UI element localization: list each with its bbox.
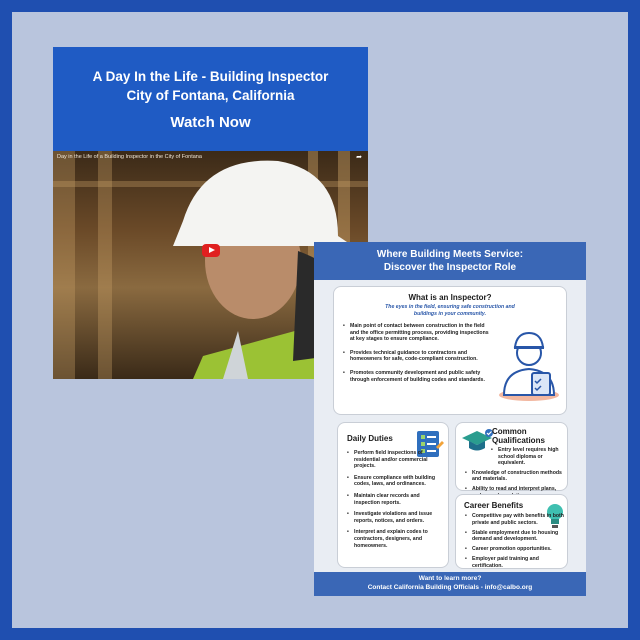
- list-item: • Entry level requires high school diploma or equivalent.: [490, 447, 566, 467]
- career-benefits-panel: [455, 494, 568, 569]
- list-item: • Main point of contact between construction in the field and the office permitting process, providing inspections at key stages to ensure compliance.: [342, 323, 492, 343]
- list-item: • Ensure compliance with building codes, laws, and ordinances.: [346, 475, 444, 488]
- list-item: • Promotes community development and public safety through enforcement of building codes and standards.: [342, 370, 492, 383]
- daily-title: Daily Duties: [347, 434, 393, 443]
- list-item: • Career promotion opportunities.: [464, 546, 564, 553]
- benefits-title: Career Benefits: [464, 501, 524, 510]
- what-subtitle: The eyes in the field, ensuring safe construction and buildings in your community.: [385, 304, 515, 317]
- video-title-line2: City of Fontana, California: [126, 88, 295, 103]
- info-header-line1: Where Building Meets Service:: [376, 249, 524, 260]
- info-header: [314, 242, 586, 280]
- list-item: • Competitive pay with benefits in both private and public sectors.: [464, 513, 564, 526]
- watch-now-link[interactable]: Watch Now: [170, 114, 251, 131]
- what-is-inspector-panel: [333, 286, 567, 415]
- player-caption: Day in the Life of a Building Inspector in the City of Fontana: [57, 154, 202, 160]
- qualifications-panel: [455, 422, 568, 491]
- share-icon[interactable]: ➦: [356, 154, 362, 161]
- list-item: • Stable employment due to housing demand and development.: [464, 530, 564, 543]
- inspector-info-card: [314, 242, 586, 596]
- inspector-illustration-icon: [494, 323, 564, 403]
- list-item: • Ability to read and interpret plans,: [464, 486, 566, 499]
- list-item: • Employer paid training and certification.: [464, 556, 564, 569]
- video-header: [53, 47, 368, 131]
- qualifications-title: Common Qualifications: [492, 427, 545, 445]
- contact-email-link[interactable]: Contact California Building Officials - info@calbo.org: [367, 584, 533, 591]
- footer-line1: Want to learn more?: [418, 575, 482, 582]
- info-header-line2: Discover the Inspector Role: [383, 262, 517, 273]
- list-item: • Provides technical guidance to contractors and homeowners for safe, code-compliant construction.: [342, 350, 492, 363]
- list-item: • Knowledge of construction methods and materials.: [464, 470, 566, 483]
- list-item: • Investigate violations and issue reports, notices, and orders.: [346, 511, 444, 524]
- list-item: • Perform field inspections of residential and/or commercial projects.: [346, 450, 444, 470]
- list-item: • Maintain clear records and inspection reports.: [346, 493, 444, 506]
- list-item: • Interpret and explain codes to contractors, designers, and homeowners.: [346, 529, 444, 549]
- what-title: What is an Inspector?: [408, 293, 492, 302]
- daily-duties-panel: [337, 422, 449, 568]
- video-title-line1: A Day In the Life - Building Inspector: [92, 69, 329, 84]
- youtube-play-icon[interactable]: [202, 244, 220, 257]
- info-footer: [314, 572, 586, 596]
